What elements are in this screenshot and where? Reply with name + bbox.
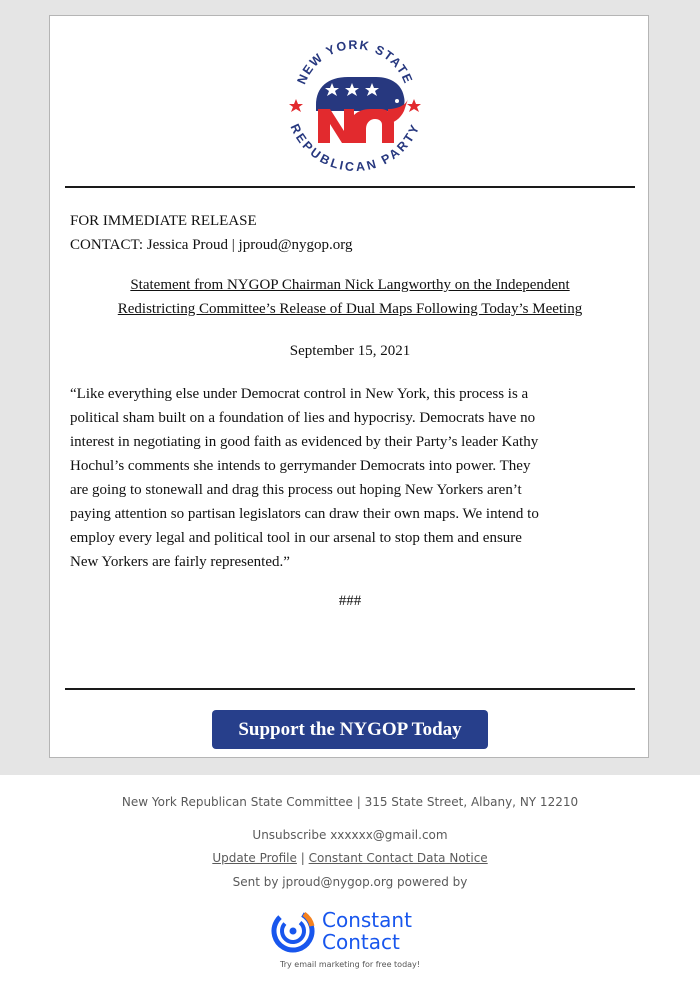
constant-contact-icon	[270, 908, 316, 954]
footer-address: New York Republican State Committee | 315 State Street, Albany, NY 12210	[121, 795, 579, 809]
logo-star-right	[407, 99, 421, 112]
headline-line-1: Statement from NYGOP Chairman Nick Langworthy on the Independent	[130, 277, 570, 293]
cc-tagline: Try email marketing for free today!	[280, 960, 420, 969]
statement-line: paying attention so partisan legislators can draw their own maps. We intend to	[70, 506, 539, 522]
constant-contact-logo[interactable]	[270, 908, 440, 958]
data-notice-link[interactable]: Constant Contact Data Notice	[308, 851, 488, 865]
support-button[interactable]: Support the NYGOP Today	[212, 710, 488, 749]
sent-by-text: Sent by jproud@nygop.org powered by	[232, 875, 468, 889]
release-label: FOR IMMEDIATE RELEASE	[70, 213, 257, 229]
statement-line: employ every legal and political tool in our arsenal to stop them and ensure	[70, 530, 522, 546]
constant-contact-wordmark	[322, 909, 412, 953]
statement-line: interest in negotiating in good faith as evidenced by their Party’s leader Kathy	[70, 434, 539, 450]
divider-bottom	[65, 688, 635, 690]
nygop-logo	[280, 27, 430, 177]
release-date: September 15, 2021	[289, 343, 411, 359]
footer-links	[0, 851, 700, 865]
logo-star-left	[289, 99, 303, 112]
statement-line: New Yorkers are fairly represented.”	[70, 554, 290, 570]
divider-top	[65, 186, 635, 188]
end-mark: ###	[338, 593, 362, 609]
contact-line: CONTACT: Jessica Proud | jproud@nygop.org	[70, 237, 353, 253]
unsubscribe-link[interactable]: Unsubscribe xxxxxx@gmail.com	[252, 828, 448, 842]
footer-separator: |	[300, 851, 305, 865]
logo-arc-bottom: REPUBLICAN PARTY	[287, 121, 423, 175]
headline-line-2: Redistricting Committee’s Release of Dual Maps Following Today’s Meeting	[117, 301, 583, 317]
release-header	[70, 209, 353, 257]
statement-body	[70, 382, 634, 574]
cc-wordmark-line-2: Contact	[322, 930, 400, 954]
logo-ny-mark	[318, 109, 394, 143]
statement-line: political sham built on a foundation of lies and hypocrisy. Democrats have no	[70, 410, 536, 426]
statement-line: Hochul’s comments she intends to gerrymander Democrats into power. They	[70, 458, 531, 474]
email-card	[49, 15, 649, 758]
cc-wordmark-line-1: Constant	[322, 908, 412, 932]
press-headline	[70, 273, 630, 321]
footer	[0, 775, 700, 994]
statement-line: “Like everything else under Democrat control in New York, this process is a	[70, 386, 529, 402]
logo-arc-top: NEW YORK STATE	[294, 37, 416, 87]
update-profile-link[interactable]: Update Profile	[212, 851, 297, 865]
statement-line: are going to stonewall and drag this process out hoping New Yorkers aren’t	[70, 482, 522, 498]
